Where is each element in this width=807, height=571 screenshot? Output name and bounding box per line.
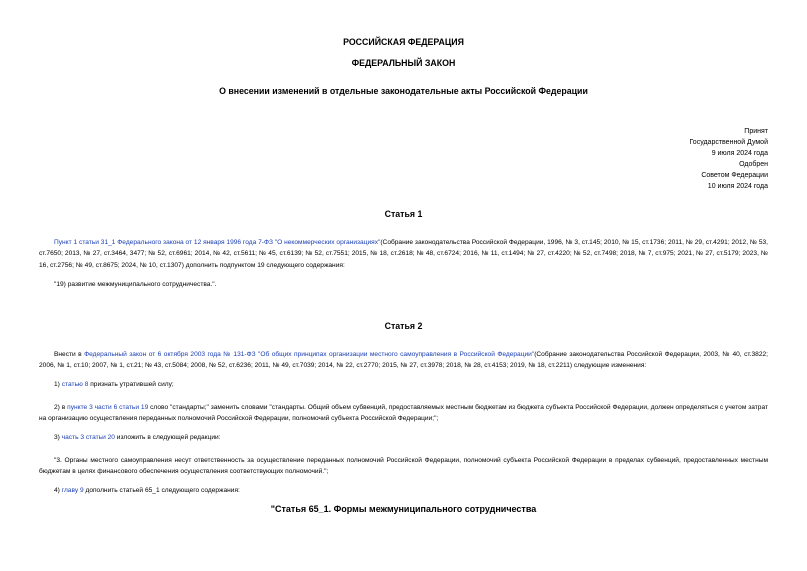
article-reference-link[interactable]: часть 3 статьи 20 <box>61 434 115 441</box>
amendment-quote: "3. Органы местного самоуправления несут ответственность за осуществление переданных полномочий Российской Федерации, полномочий субъекта Российской Федерации в пределах субвенций, предоставленных местным бюджетам в целях финансового обеспечения осуществления соответствующих полномочий."; <box>39 457 768 476</box>
article-2-heading: Статья 2 <box>384 321 423 331</box>
item-number: 3) <box>54 434 62 441</box>
article-65-1-heading: "Статья 65_1. Формы межмуниципального сотрудничества <box>270 504 537 514</box>
item-number: 2) в <box>54 404 68 411</box>
item-text: дополнить статьей 65_1 следующего содержания: <box>83 487 240 494</box>
article-1-paragraph <box>39 237 768 271</box>
adoption-line: Принят <box>744 128 768 135</box>
item-text: изложить в следующей редакции: <box>114 434 221 441</box>
approval-line: 10 июля 2024 года <box>707 183 768 190</box>
amendment-item-1 <box>39 379 768 390</box>
article-1-heading: Статья 1 <box>384 209 423 219</box>
paragraph-text: Внести в <box>54 351 85 358</box>
adoption-line: Государственной Думой <box>689 139 768 146</box>
adoption-line: 9 июля 2024 года <box>711 150 768 157</box>
article-reference-link[interactable]: статью 8 <box>61 381 89 388</box>
article-1-quote: "19) развитие межмуниципального сотрудничества.". <box>54 281 217 288</box>
approval-line: Советом Федерации <box>701 172 768 179</box>
document-country: РОССИЙСКАЯ ФЕДЕРАЦИЯ <box>343 37 464 47</box>
item-text: слово "стандарты;" заменить словами "стандарты. Общий объем субвенций, предоставляемых местным бюджетам из бюджета субъекта Российской Федерации, должен определяться с учетом затрат на организацию осуществления переданных полномочий Российской Федерации, полномочий субъекта Российской Федерации;"; <box>39 404 769 423</box>
document-title: О внесении изменений в отдельные законодательные акты Российской Федерации <box>219 86 588 96</box>
law-reference-link[interactable]: Пункт 1 статьи 31_1 Федерального закона от 12 января 1996 года 7-ФЗ "О некоммерческих организациях" <box>54 239 381 246</box>
amendment-item-2 <box>39 402 768 425</box>
adoption-block <box>689 126 768 192</box>
amendment-item-4 <box>39 485 768 496</box>
item-text: признать утратившей силу; <box>88 381 174 388</box>
document-kind: ФЕДЕРАЛЬНЫЙ ЗАКОН <box>351 58 456 68</box>
item-number: 1) <box>54 381 62 388</box>
paragraph-text: (Собрание законодательства Российской Федерации, 1996, № 3, ст.145; 2010, № 15, ст.1736; 2011, № 29, ст.4291; 2012, № 53, ст.7650; 2013, № 27, ст.3464, 3477; № 52, ст.6961; 2014, № 42, ст.5611; № 45, ст.6139; № 52, ст.7551; 2015, № 18, ст.2618; № 48, ст.6724; 2016, № 11, ст.1494; № 27, ст.4220; № 52, ст.7498; 2018, № 7, ст.975; 2021, № 27, ст.5179; 2023, № 16, ст.2756; № 49, ст.8675; 2024, № 10, ст.1307) дополнить подпунктом 19 следующего содержания: <box>39 239 768 269</box>
chapter-reference-link[interactable]: главу 9 <box>61 487 84 494</box>
article-reference-link[interactable]: пункте 3 части 6 статьи 19 <box>67 404 149 411</box>
law-reference-link[interactable]: Федеральный закон от 6 октября 2003 года № 131-ФЗ "Об общих принципах организации местного самоуправления в Российской Федерации" <box>84 351 535 358</box>
item-number: 4) <box>54 487 62 494</box>
article-2-intro <box>39 349 768 372</box>
approval-line: Одобрен <box>739 161 768 168</box>
paragraph-text: (Собрание законодательства Российской Федерации, 2003, № 40, ст.3822; 2006, № 1, ст.10; 2007, № 1, ст.21; № 43, ст.5084; 2008, № 52, ст.6236; 2011, № 49, ст.7039; 2014, № 22, ст.2770; 2015, № 27, ст.3978; 2018, № 28, ст.4153; 2019, № 18, ст.2211) следующие изменения: <box>39 351 768 370</box>
amendment-item-3 <box>39 432 768 443</box>
